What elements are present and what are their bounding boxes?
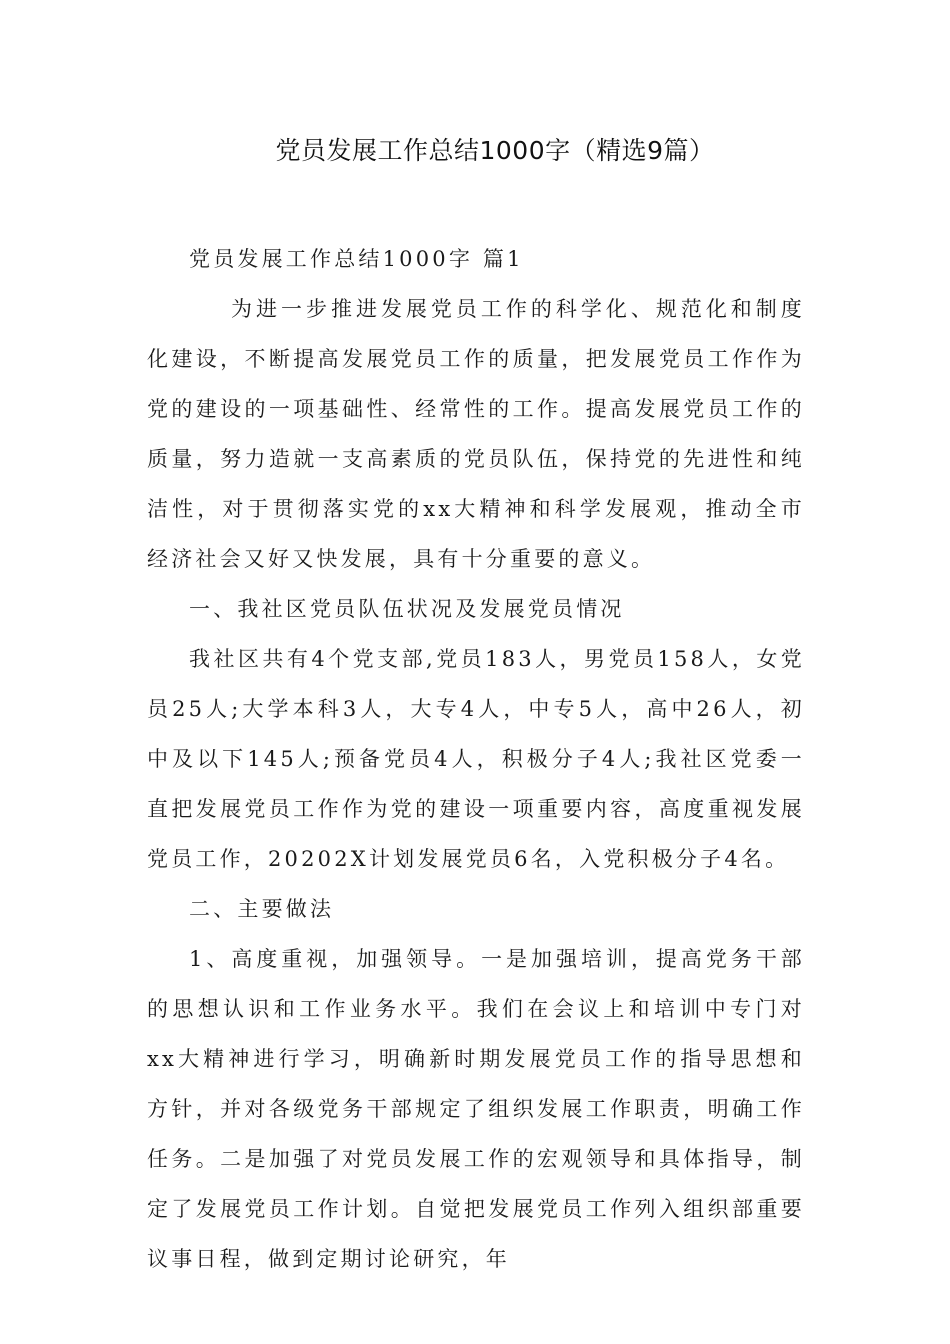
document-body bbox=[147, 234, 805, 1284]
paragraph-member-statistics: 我社区共有4个党支部,党员183人，男党员158人，女党员25人;大学本科3人，大专4人，中专5人，高中26人，初中及以下145人;预备党员4人，积极分子4人;我社区党委一直把发展党员工作作为党的建设一项重要内容，高度重视发展党员工作，20202X计划发展党员6名，入党积极分子4名。 bbox=[147, 647, 805, 871]
heading-main-practices: 二、主要做法 bbox=[189, 897, 335, 921]
heading-party-member-status: 一、我社区党员队伍状况及发展党员情况 bbox=[189, 597, 625, 621]
document-title: 党员发展工作总结1000字（精选9篇） bbox=[275, 136, 715, 165]
paragraph-leadership: 1、高度重视，加强领导。一是加强培训，提高党务干部的思想认识和工作业务水平。我们在会议上和培训中专门对xx大精神进行学习，明确新时期发展党员工作的指导思想和方针，并对各级党务干部规定了组织发展工作职责，明确工作任务。二是加强了对党员发展工作的宏观领导和具体指导，制定了发展党员工作计划。自觉把发展党员工作列入组织部重要议事日程，做到定期讨论研究，年 bbox=[147, 947, 805, 1271]
intro-paragraph: 为进一步推进发展党员工作的科学化、规范化和制度化建设，不断提高发展党员工作的质量，把发展党员工作作为党的建设的一项基础性、经常性的工作。提高发展党员工作的质量，努力造就一支高素质的党员队伍，保持党的先进性和纯洁性，对于贯彻落实党的xx大精神和科学发展观，推动全市经济社会又好又快发展，具有十分重要的意义。 bbox=[147, 297, 805, 571]
section-label: 党员发展工作总结1000字 篇1 bbox=[189, 247, 524, 271]
